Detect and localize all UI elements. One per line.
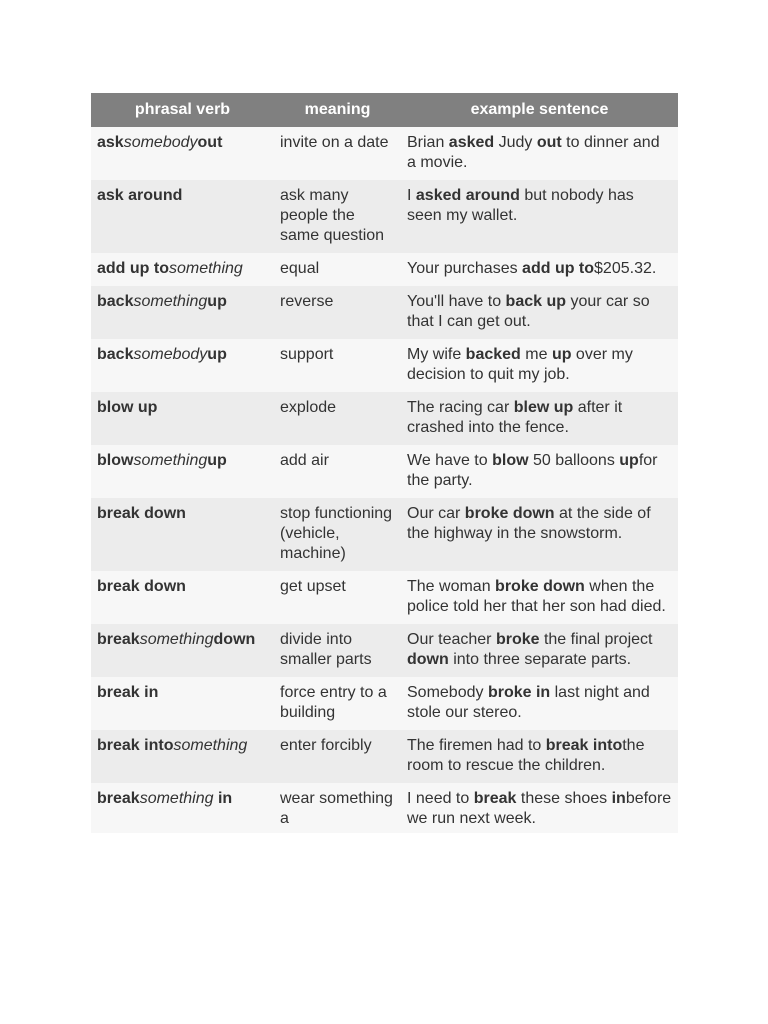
table-row [91,445,678,498]
bold-text: in [611,790,626,807]
phrasal-verb-cell [91,339,274,392]
bold-text: down [213,631,256,648]
bold-text: asked around [415,187,520,204]
text-segment: You'll have to [407,293,506,310]
bold-text: break down [97,505,186,522]
italic-placeholder-text: somebody [133,346,208,363]
table-row [91,498,678,571]
column-header-phrasal-verb: phrasal verb [91,93,274,127]
table-row [91,253,678,286]
text-segment: Somebody [407,684,488,701]
phrasal-verb-cell [91,253,274,286]
italic-placeholder-text: something [139,790,214,807]
table-row [91,624,678,677]
text-segment: Brian [407,134,449,151]
table-row [91,392,678,445]
example-sentence-cell [401,339,678,392]
text-segment: We have to [407,452,493,469]
italic-placeholder-text: something [173,737,248,754]
meaning-cell: invite on a date [274,127,401,180]
phrasal-verb-cell [91,783,274,833]
text-segment: the room to rescue the children. [407,737,645,774]
text-segment: before we run next week. [407,790,672,827]
column-header-meaning: meaning [274,93,401,127]
text-segment: over my decision to quit my job. [407,346,633,383]
text-segment: The firemen had to [407,737,546,754]
meaning-cell: force entry to a building [274,677,401,730]
table-row [91,730,678,783]
phrasal-verb-cell [91,498,274,571]
text-segment: Judy [494,134,537,151]
text-segment: Our teacher [407,631,496,648]
meaning-cell: wear something a [274,783,401,833]
bold-text: up [207,293,227,310]
example-sentence-cell [401,392,678,445]
text-segment: I need to [407,790,474,807]
text-segment: the final project [539,631,653,648]
text-segment: at the side of the highway in the snowstorm. [407,505,651,542]
italic-placeholder-text: something [139,631,214,648]
text-segment: The racing car [407,399,514,416]
meaning-cell: reverse [274,286,401,339]
table-row [91,339,678,392]
phrasal-verb-cell [91,730,274,783]
text-segment: when the police told her that her son had died. [407,578,666,615]
text-segment: 50 balloons [528,452,620,469]
bold-text: blow up [97,399,158,416]
italic-placeholder-text: somebody [123,134,198,151]
text-segment: I [407,187,416,204]
phrasal-verb-cell [91,127,274,180]
example-sentence-cell [401,730,678,783]
meaning-cell: equal [274,253,401,286]
table-row [91,286,678,339]
phrasal-verb-cell [91,624,274,677]
text-segment: last night and stole our stereo. [407,684,650,721]
bold-text: back [97,293,134,310]
bold-text: back up [505,293,567,310]
meaning-cell: get upset [274,571,401,624]
table-row [91,127,678,180]
meaning-cell: ask many people the same question [274,180,401,253]
header-row [91,93,678,127]
text-segment: My wife [407,346,466,363]
text-segment: Our car [407,505,465,522]
table-row [91,180,678,253]
bold-text: break into [97,737,174,754]
bold-text: blow [492,452,529,469]
example-sentence-cell [401,253,678,286]
bold-text: out [536,134,562,151]
meaning-cell: divide into smaller parts [274,624,401,677]
table-row [91,571,678,624]
example-sentence-cell [401,286,678,339]
table-body [91,127,678,833]
bold-text: break [97,631,140,648]
bold-text: asked [448,134,495,151]
bold-text: up [207,452,227,469]
phrasal-verb-cell [91,571,274,624]
example-sentence-cell [401,180,678,253]
phrasal-verb-cell [91,286,274,339]
bold-text: ask [97,134,124,151]
example-sentence-cell [401,677,678,730]
meaning-cell: support [274,339,401,392]
phrasal-verb-cell [91,445,274,498]
bold-text: ask around [97,187,183,204]
text-segment: Your purchases [407,260,523,277]
table-header [91,93,678,127]
meaning-cell: add air [274,445,401,498]
text-segment: to dinner and a movie. [407,134,660,171]
bold-text: up [207,346,227,363]
bold-text: broke down [464,505,555,522]
phrasal-verb-cell [91,180,274,253]
text-segment: but nobody has seen my wallet. [407,187,634,224]
text-segment: for the party. [407,452,658,489]
bold-text: back [97,346,134,363]
phrasal-verb-cell [91,392,274,445]
bold-text: backed [465,346,521,363]
text-segment: me [520,346,552,363]
example-sentence-cell [401,498,678,571]
bold-text: blew up [513,399,574,416]
bold-text: broke down [495,578,585,595]
bold-text: break [473,790,517,807]
meaning-cell: stop functioning (vehicle, machine) [274,498,401,571]
bold-text: in [213,790,233,807]
italic-placeholder-text: something [168,260,243,277]
meaning-cell: explode [274,392,401,445]
meaning-cell: enter forcibly [274,730,401,783]
bold-text: add up to [522,260,595,277]
bold-text: break in [97,684,159,701]
column-header-example-sentence: example sentence [401,93,678,127]
table-row [91,783,678,833]
example-sentence-cell [401,445,678,498]
italic-placeholder-text: something [133,293,208,310]
text-segment: $205.32. [594,260,657,277]
bold-text: out [197,134,223,151]
bold-text: broke in [487,684,551,701]
text-segment: into three separate parts. [448,651,632,668]
text-segment: after it crashed into the fence. [407,399,623,436]
italic-placeholder-text: something [133,452,208,469]
bold-text: break [97,790,140,807]
text-segment: The woman [407,578,496,595]
phrasal-verb-table [91,93,678,833]
bold-text: broke [495,631,540,648]
example-sentence-cell [401,571,678,624]
example-sentence-cell [401,127,678,180]
bold-text: break into [545,737,623,754]
bold-text: down [407,651,449,668]
example-sentence-cell [401,624,678,677]
phrasal-verb-cell [91,677,274,730]
bold-text: blow [97,452,134,469]
text-segment: these shoes [516,790,612,807]
bold-text: up [619,452,639,469]
example-sentence-cell [401,783,678,833]
text-segment: your car so that I can get out. [407,293,650,330]
table-row [91,677,678,730]
bold-text: up [551,346,572,363]
bold-text: break down [97,578,186,595]
bold-text: add up to [97,260,169,277]
